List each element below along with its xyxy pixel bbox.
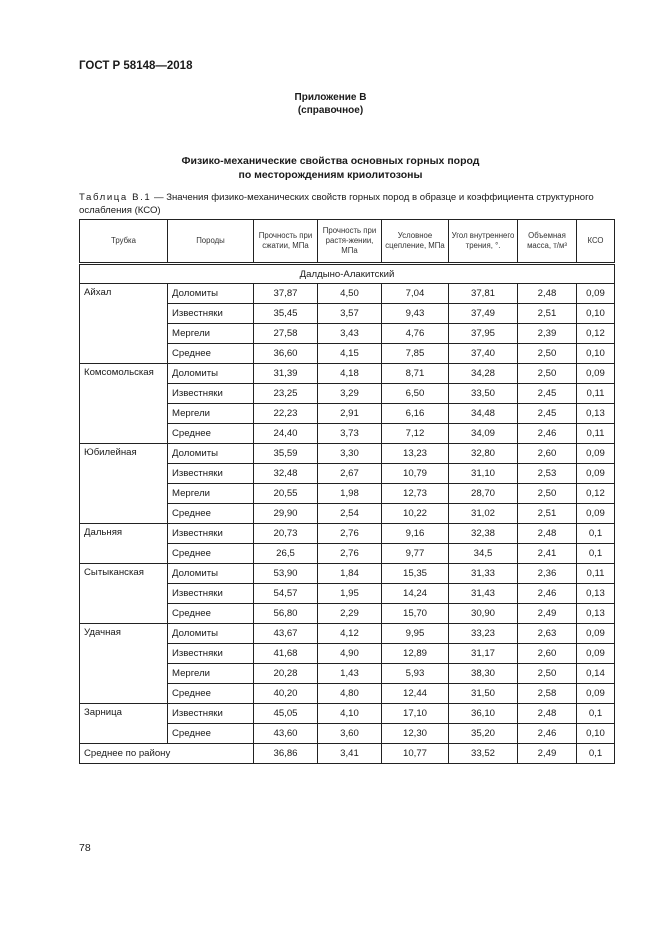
value-cell: 23,25 — [254, 384, 318, 404]
section-title-line: по месторождениям криолитозоны — [238, 169, 423, 181]
value-cell: 5,93 — [382, 664, 449, 684]
total-label: Среднее по району — [80, 744, 254, 764]
rock-type: Среднее — [168, 424, 254, 444]
value-cell: 43,67 — [254, 624, 318, 644]
rock-type: Известняки — [168, 584, 254, 604]
total-value: 36,86 — [254, 744, 318, 764]
value-cell: 4,76 — [382, 324, 449, 344]
value-cell: 2,45 — [518, 384, 577, 404]
rock-type: Мергели — [168, 484, 254, 504]
column-header: Угол внутреннего трения, °. — [449, 220, 518, 264]
rock-type: Среднее — [168, 684, 254, 704]
value-cell: 34,09 — [449, 424, 518, 444]
table-caption-text: — Значения физико-механических свойств горных пород в образце и коэффициента структурного ослабления (КСО) — [79, 192, 594, 216]
value-cell: 45,05 — [254, 704, 318, 724]
section-title-line: Физико-механические свойства основных горных пород — [181, 155, 480, 167]
value-cell: 0,13 — [577, 584, 615, 604]
value-cell: 34,28 — [449, 364, 518, 384]
value-cell: 2,58 — [518, 684, 577, 704]
value-cell: 22,23 — [254, 404, 318, 424]
value-cell: 37,87 — [254, 284, 318, 304]
value-cell: 1,98 — [318, 484, 382, 504]
value-cell: 4,50 — [318, 284, 382, 304]
value-cell: 31,50 — [449, 684, 518, 704]
value-cell: 2,39 — [518, 324, 577, 344]
value-cell: 7,04 — [382, 284, 449, 304]
value-cell: 31,02 — [449, 504, 518, 524]
value-cell: 32,80 — [449, 444, 518, 464]
value-cell: 0,11 — [577, 424, 615, 444]
value-cell: 2,91 — [318, 404, 382, 424]
table-row — [80, 364, 615, 384]
value-cell: 2,76 — [318, 544, 382, 564]
table-row — [80, 284, 615, 304]
table-caption-label: Таблица В.1 — [79, 192, 152, 203]
value-cell: 31,39 — [254, 364, 318, 384]
rock-type: Известняки — [168, 384, 254, 404]
column-header: КСО — [577, 220, 615, 264]
value-cell: 1,84 — [318, 564, 382, 584]
rock-type: Известняки — [168, 644, 254, 664]
value-cell: 4,90 — [318, 644, 382, 664]
pipe-name: Сытыканская — [80, 564, 168, 624]
pipe-name: Дальняя — [80, 524, 168, 564]
value-cell: 0,10 — [577, 724, 615, 744]
rock-type: Известняки — [168, 524, 254, 544]
value-cell: 9,77 — [382, 544, 449, 564]
value-cell: 2,46 — [518, 584, 577, 604]
value-cell: 34,5 — [449, 544, 518, 564]
value-cell: 2,63 — [518, 624, 577, 644]
value-cell: 32,48 — [254, 464, 318, 484]
value-cell: 31,43 — [449, 584, 518, 604]
value-cell: 33,50 — [449, 384, 518, 404]
value-cell: 2,50 — [518, 364, 577, 384]
region-group-label: Далдыно-Алакитский — [80, 264, 615, 284]
table-row — [80, 704, 615, 724]
value-cell: 0,1 — [577, 544, 615, 564]
value-cell: 12,89 — [382, 644, 449, 664]
value-cell: 3,57 — [318, 304, 382, 324]
column-header: Прочность при растя-жении, МПа — [318, 220, 382, 264]
value-cell: 20,28 — [254, 664, 318, 684]
value-cell: 12,44 — [382, 684, 449, 704]
rock-type: Доломиты — [168, 364, 254, 384]
value-cell: 4,12 — [318, 624, 382, 644]
value-cell: 6,16 — [382, 404, 449, 424]
total-value: 0,1 — [577, 744, 615, 764]
value-cell: 3,60 — [318, 724, 382, 744]
value-cell: 2,49 — [518, 604, 577, 624]
value-cell: 0,11 — [577, 564, 615, 584]
value-cell: 12,73 — [382, 484, 449, 504]
value-cell: 0,12 — [577, 484, 615, 504]
value-cell: 8,71 — [382, 364, 449, 384]
value-cell: 2,48 — [518, 704, 577, 724]
rock-type: Доломиты — [168, 564, 254, 584]
table-row — [80, 444, 615, 464]
pipe-name: Комсомольская — [80, 364, 168, 444]
value-cell: 31,33 — [449, 564, 518, 584]
appendix-subtitle: (справочное) — [297, 105, 364, 116]
rock-type: Среднее — [168, 604, 254, 624]
rock-type: Среднее — [168, 724, 254, 744]
value-cell: 2,41 — [518, 544, 577, 564]
value-cell: 4,10 — [318, 704, 382, 724]
value-cell: 15,35 — [382, 564, 449, 584]
value-cell: 2,67 — [318, 464, 382, 484]
value-cell: 38,30 — [449, 664, 518, 684]
value-cell: 0,11 — [577, 384, 615, 404]
value-cell: 2,50 — [518, 344, 577, 364]
section-title — [0, 154, 661, 182]
value-cell: 36,60 — [254, 344, 318, 364]
appendix-title: Приложение В — [294, 92, 367, 103]
rock-type: Мергели — [168, 404, 254, 424]
value-cell: 0,14 — [577, 664, 615, 684]
value-cell: 3,30 — [318, 444, 382, 464]
value-cell: 2,76 — [318, 524, 382, 544]
value-cell: 14,24 — [382, 584, 449, 604]
value-cell: 1,95 — [318, 584, 382, 604]
value-cell: 0,09 — [577, 464, 615, 484]
value-cell: 33,23 — [449, 624, 518, 644]
rock-type: Мергели — [168, 664, 254, 684]
value-cell: 4,80 — [318, 684, 382, 704]
page-number: 78 — [79, 842, 91, 854]
rock-type: Известняки — [168, 304, 254, 324]
value-cell: 36,10 — [449, 704, 518, 724]
pipe-name: Айхал — [80, 284, 168, 364]
value-cell: 2,48 — [518, 284, 577, 304]
total-value: 3,41 — [318, 744, 382, 764]
value-cell: 0,09 — [577, 504, 615, 524]
value-cell: 31,10 — [449, 464, 518, 484]
column-header: Прочность при сжатии, МПа — [254, 220, 318, 264]
value-cell: 37,81 — [449, 284, 518, 304]
value-cell: 35,45 — [254, 304, 318, 324]
rock-type: Доломиты — [168, 444, 254, 464]
value-cell: 3,73 — [318, 424, 382, 444]
value-cell: 6,50 — [382, 384, 449, 404]
standard-number: ГОСТ Р 58148—2018 — [79, 60, 193, 72]
value-cell: 30,90 — [449, 604, 518, 624]
value-cell: 2,46 — [518, 724, 577, 744]
value-cell: 2,60 — [518, 444, 577, 464]
table-caption — [79, 192, 619, 217]
value-cell: 43,60 — [254, 724, 318, 744]
value-cell: 7,12 — [382, 424, 449, 444]
value-cell: 35,20 — [449, 724, 518, 744]
value-cell: 37,40 — [449, 344, 518, 364]
table-row — [80, 564, 615, 584]
value-cell: 0,13 — [577, 604, 615, 624]
value-cell: 37,95 — [449, 324, 518, 344]
table-row — [80, 524, 615, 544]
value-cell: 9,16 — [382, 524, 449, 544]
value-cell: 41,68 — [254, 644, 318, 664]
value-cell: 13,23 — [382, 444, 449, 464]
table-body — [80, 264, 615, 764]
value-cell: 7,85 — [382, 344, 449, 364]
value-cell: 0,10 — [577, 344, 615, 364]
pipe-name: Зарница — [80, 704, 168, 744]
value-cell: 20,55 — [254, 484, 318, 504]
rock-type: Известняки — [168, 464, 254, 484]
value-cell: 10,79 — [382, 464, 449, 484]
value-cell: 0,09 — [577, 364, 615, 384]
rock-type: Мергели — [168, 324, 254, 344]
group-row — [80, 264, 615, 284]
value-cell: 12,30 — [382, 724, 449, 744]
value-cell: 9,95 — [382, 624, 449, 644]
total-value: 2,49 — [518, 744, 577, 764]
value-cell: 0,09 — [577, 624, 615, 644]
value-cell: 3,29 — [318, 384, 382, 404]
value-cell: 2,50 — [518, 484, 577, 504]
value-cell: 32,38 — [449, 524, 518, 544]
value-cell: 28,70 — [449, 484, 518, 504]
value-cell: 0,10 — [577, 304, 615, 324]
column-header: Условное сцепление, МПа — [382, 220, 449, 264]
value-cell: 0,1 — [577, 704, 615, 724]
pipe-name: Удачная — [80, 624, 168, 704]
value-cell: 20,73 — [254, 524, 318, 544]
rock-type: Среднее — [168, 544, 254, 564]
value-cell: 24,40 — [254, 424, 318, 444]
pipe-name: Юбилейная — [80, 444, 168, 524]
column-header: Породы — [168, 220, 254, 264]
appendix-heading — [0, 91, 661, 117]
value-cell: 37,49 — [449, 304, 518, 324]
value-cell: 0,09 — [577, 684, 615, 704]
column-header: Объемная масса, т/м³ — [518, 220, 577, 264]
value-cell: 15,70 — [382, 604, 449, 624]
value-cell: 27,58 — [254, 324, 318, 344]
value-cell: 0,09 — [577, 644, 615, 664]
value-cell: 35,59 — [254, 444, 318, 464]
value-cell: 34,48 — [449, 404, 518, 424]
value-cell: 0,1 — [577, 524, 615, 544]
value-cell: 26,5 — [254, 544, 318, 564]
rock-type: Среднее — [168, 344, 254, 364]
value-cell: 10,22 — [382, 504, 449, 524]
value-cell: 0,09 — [577, 444, 615, 464]
total-value: 10,77 — [382, 744, 449, 764]
value-cell: 2,51 — [518, 304, 577, 324]
value-cell: 0,13 — [577, 404, 615, 424]
value-cell: 2,45 — [518, 404, 577, 424]
value-cell: 0,09 — [577, 284, 615, 304]
value-cell: 54,57 — [254, 584, 318, 604]
rock-type: Известняки — [168, 704, 254, 724]
value-cell: 2,54 — [318, 504, 382, 524]
column-header: Трубка — [80, 220, 168, 264]
value-cell: 53,90 — [254, 564, 318, 584]
value-cell: 9,43 — [382, 304, 449, 324]
value-cell: 2,50 — [518, 664, 577, 684]
value-cell: 40,20 — [254, 684, 318, 704]
value-cell: 0,12 — [577, 324, 615, 344]
value-cell: 31,17 — [449, 644, 518, 664]
value-cell: 2,29 — [318, 604, 382, 624]
value-cell: 56,80 — [254, 604, 318, 624]
rock-type: Доломиты — [168, 284, 254, 304]
total-row — [80, 744, 615, 764]
value-cell: 29,90 — [254, 504, 318, 524]
value-cell: 2,53 — [518, 464, 577, 484]
value-cell: 4,15 — [318, 344, 382, 364]
table-header-row — [80, 220, 615, 264]
value-cell: 2,51 — [518, 504, 577, 524]
value-cell: 2,48 — [518, 524, 577, 544]
value-cell: 2,46 — [518, 424, 577, 444]
value-cell: 17,10 — [382, 704, 449, 724]
rock-type: Среднее — [168, 504, 254, 524]
value-cell: 4,18 — [318, 364, 382, 384]
total-value: 33,52 — [449, 744, 518, 764]
table-row — [80, 624, 615, 644]
value-cell: 2,60 — [518, 644, 577, 664]
value-cell: 2,36 — [518, 564, 577, 584]
value-cell: 3,43 — [318, 324, 382, 344]
properties-table — [79, 219, 615, 764]
value-cell: 1,43 — [318, 664, 382, 684]
rock-type: Доломиты — [168, 624, 254, 644]
